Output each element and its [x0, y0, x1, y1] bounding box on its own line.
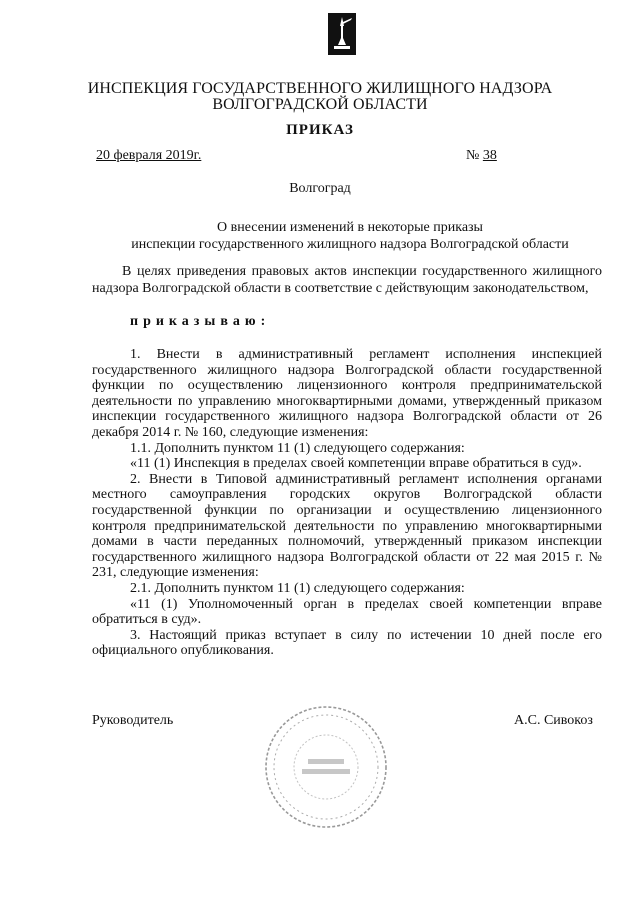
item-1: 1. Внести в административный регламент исполнения инспекцией государственного жилищного надзора Волгоградской области государственной функции по осуществлению лицензионного контроля предпринимательской деятельности по управлению многоквартирными домами, утвержденный приказом инспекции государственного жилищного надзора Волгоградской области от 26 декабря 2014 г. № 160, следующие изменения:: [92, 347, 602, 440]
item-3: 3. Настоящий приказ вступает в силу по истечении 10 дней после его официального опубликования.: [92, 627, 602, 659]
org-name-line1: ИНСПЕКЦИЯ ГОСУДАРСТВЕННОГО ЖИЛИЩНОГО НАДЗОРА: [87, 80, 553, 97]
signer-title: Руководитель: [92, 713, 174, 728]
document-city: Волгоград: [289, 181, 351, 196]
official-stamp-seal: [262, 703, 390, 831]
number-prefix: №: [466, 148, 480, 163]
org-name-line2: ВОЛГОГРАДСКОЙ ОБЛАСТИ: [212, 96, 428, 113]
document-type-title: ПРИКАЗ: [286, 122, 354, 138]
document-number: [466, 148, 497, 164]
item-2: 2. Внести в Типовой административный регламент исполнения органами местного самоуправления городских округов Волгоградской области государственной функции по организации и осуществлению лицензионного контроля предпринимательской деятельности по управлению многоквартирными домами в части переданных полномочий, утвержденный приказом инспекции государственного жилищного надзора Волгоградской области от 22 мая 2015 г. № 231, следующие изменения:: [92, 471, 602, 581]
subject-line1: О внесении изменений в некоторые приказы: [217, 220, 483, 235]
signer-name: А.С. Сивокоз: [514, 713, 593, 728]
item-1-1-text: «11 (1) Инспекция в пределах своей компетенции вправе обратиться в суд».: [130, 456, 582, 472]
order-word: приказываю:: [130, 314, 271, 329]
coat-of-arms-emblem: [327, 12, 357, 56]
item-2-1-text: «11 (1) Уполномоченный орган в пределах своей компетенции вправе обратиться в суд».: [92, 596, 602, 628]
item-2-1: 2.1. Дополнить пунктом 11 (1) следующего содержания:: [130, 580, 465, 596]
order-items: [92, 347, 602, 659]
subject-line2: инспекции государственного жилищного надзора Волгоградской области: [131, 237, 569, 252]
number-value: 38: [482, 148, 497, 163]
preamble-paragraph: В целях приведения правовых актов инспекции государственного жилищного надзора Волгоградской области в соответствие с действующим законодательством,: [92, 264, 602, 296]
document-subject: [120, 219, 580, 253]
document-date: 20 февраля 2019г.: [96, 148, 202, 163]
item-1-1: 1.1. Дополнить пунктом 11 (1) следующего содержания:: [130, 440, 465, 456]
